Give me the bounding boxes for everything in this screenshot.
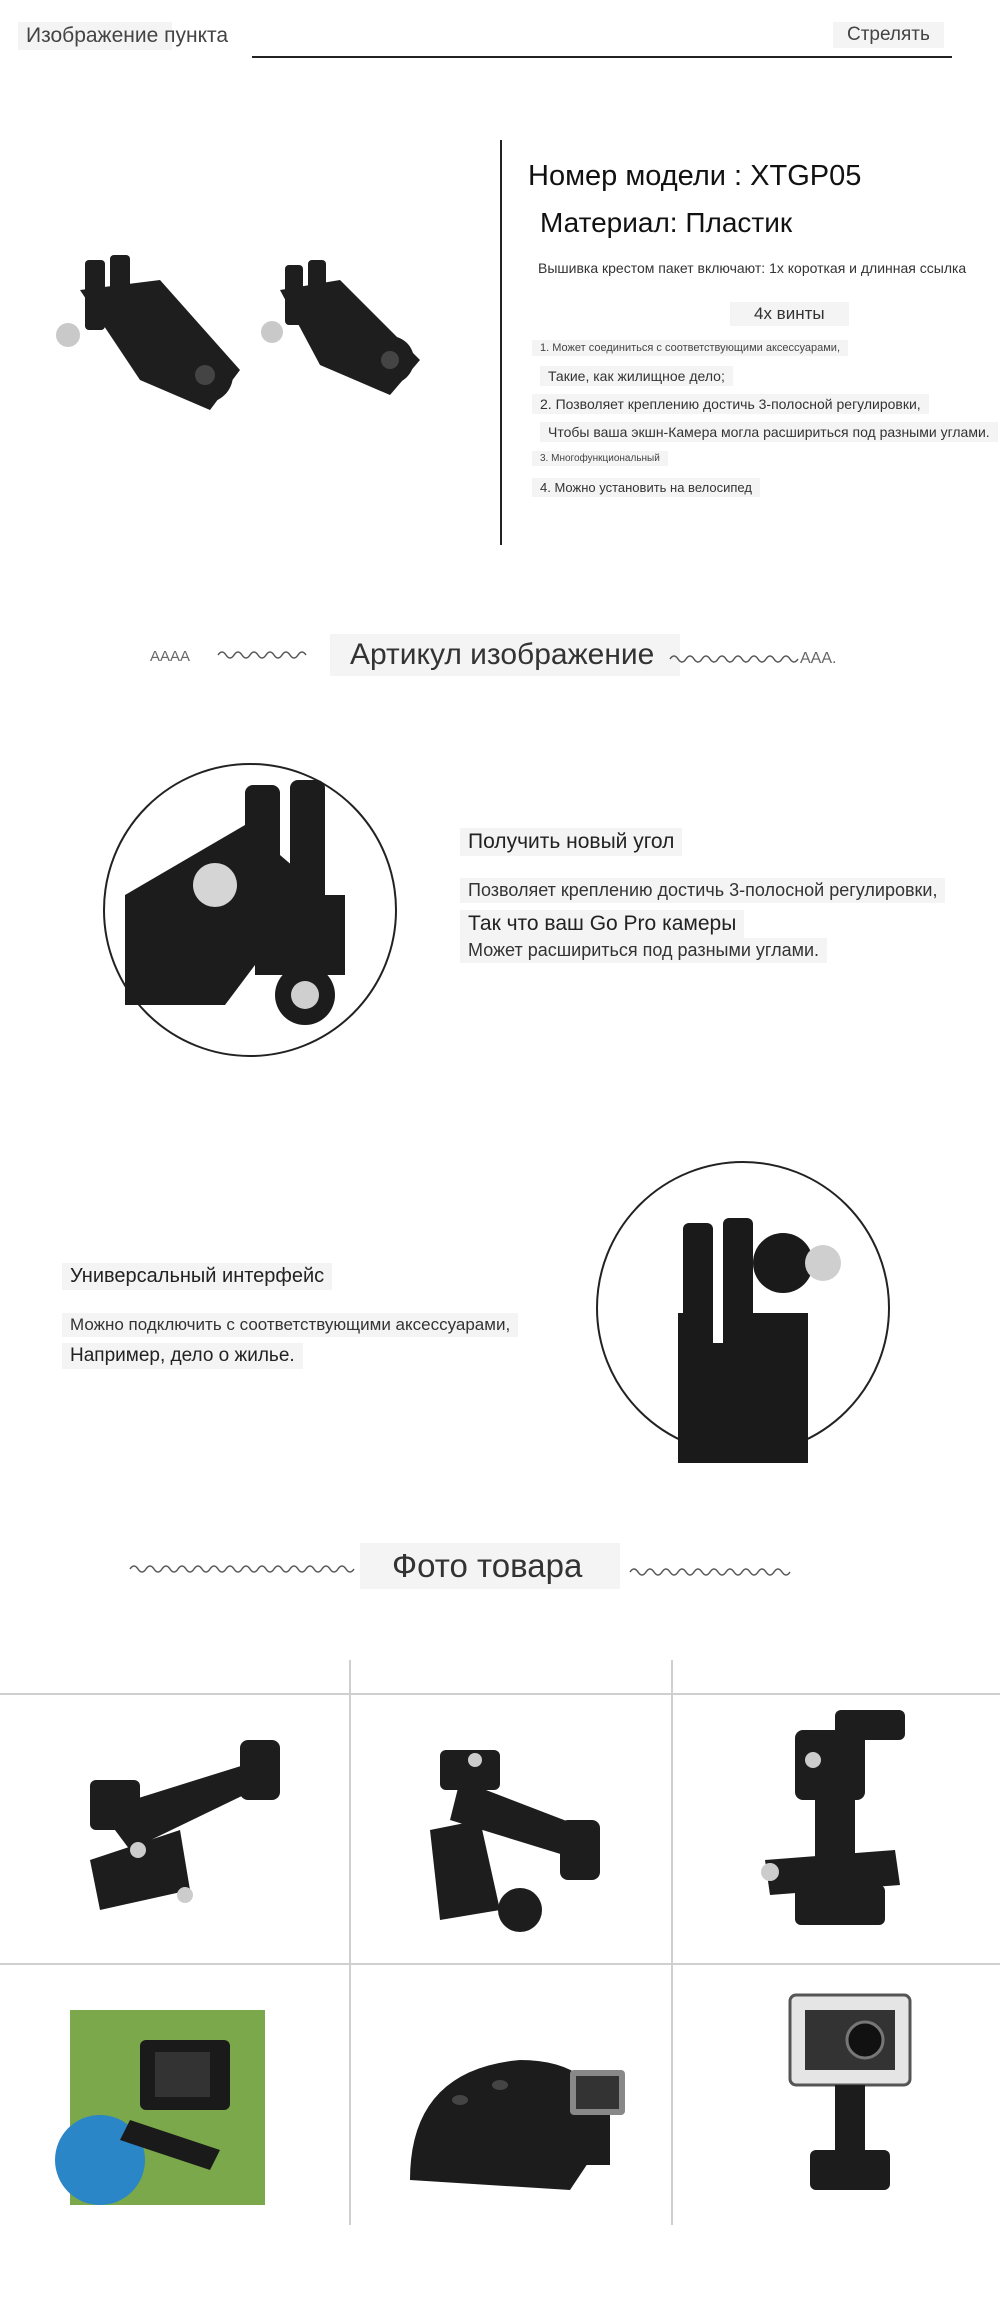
feature2-line2: Например, дело о жилье. xyxy=(62,1343,303,1369)
photos-section-title: Фото товара xyxy=(360,1543,620,1589)
detail-image-interface xyxy=(596,1161,890,1455)
model-number: Номер модели : XTGP05 xyxy=(528,160,862,192)
header-divider xyxy=(252,56,952,58)
feature1-line2: Так что ваш Go Pro камеры xyxy=(460,910,744,938)
header-right-label: Стрелять xyxy=(833,22,944,48)
header-left-label: Изображение пункта xyxy=(18,22,172,50)
feature1-title: Получить новый угол xyxy=(460,828,682,856)
wave-right-icon xyxy=(670,652,795,666)
usage-photo-bike xyxy=(70,2010,265,2205)
product-photo-2 xyxy=(400,1720,630,1940)
article-left-tag: AAAA xyxy=(150,648,191,665)
grid-vline-1 xyxy=(349,1660,351,2225)
grid-hline-top xyxy=(0,1693,1000,1695)
package-contents: Вышивка крестом пакет включают: 1x короткая и длинная ссылка xyxy=(538,260,967,276)
feature1-line3: Может расшириться под разными углами. xyxy=(460,938,827,963)
product-photo-1 xyxy=(60,1720,310,1940)
grid-vline-2 xyxy=(671,1660,673,2225)
feature-line-4: Чтобы ваша экшн-Камера могла расшириться под разными углами. xyxy=(540,422,998,442)
material: Материал: Пластик xyxy=(540,207,793,238)
article-right-tag: AAA. xyxy=(800,650,837,667)
spec-divider xyxy=(500,140,502,545)
grid-hline-mid xyxy=(0,1963,1000,1965)
usage-photo-housing xyxy=(770,1985,930,2205)
screws-label: 4x винты xyxy=(730,302,849,326)
article-section-title: Артикул изображение xyxy=(330,634,680,676)
feature-line-6: 4. Можно установить на велосипед xyxy=(532,478,760,497)
feature-line-3: 2. Позволяет креплению достичь 3-полосной регулировки, xyxy=(532,394,929,414)
wave-photos-left-icon xyxy=(130,1562,350,1576)
product-hero-image xyxy=(40,250,450,450)
feature2-title: Универсальный интерфейс xyxy=(62,1263,332,1290)
feature-line-1: 1. Может соединиться с соответствующими аксессуарами, xyxy=(532,340,848,356)
wave-left-icon xyxy=(218,648,308,662)
feature-line-2: Такие, как жилищное дело; xyxy=(540,366,733,386)
detail-image-angle xyxy=(103,763,397,1057)
feature-line-5: 3. Многофункциональный xyxy=(532,451,668,466)
feature1-line1: Позволяет креплению достичь 3-полосной регулировки, xyxy=(460,878,945,903)
product-photo-3 xyxy=(735,1700,965,1940)
usage-photo-helmet xyxy=(400,2040,640,2210)
feature2-line1: Можно подключить с соответствующими аксессуарами, xyxy=(62,1313,518,1337)
wave-photos-right-icon xyxy=(630,1565,785,1579)
